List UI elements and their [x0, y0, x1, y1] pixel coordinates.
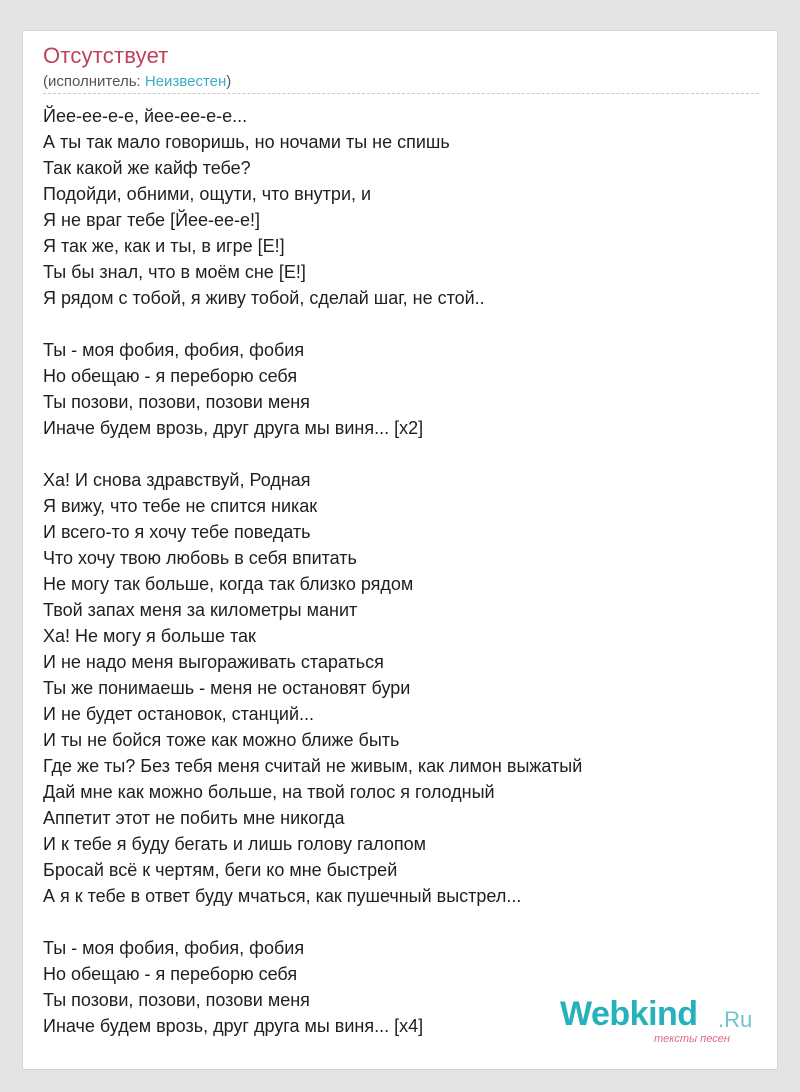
logo-tagline: тексты песен — [654, 1033, 730, 1045]
lyric-line: Твой запах меня за километры манит — [43, 600, 358, 620]
lyric-line: Ха! Не могу я больше так — [43, 626, 256, 646]
lyric-line: Но обещаю - я переборю себя — [43, 366, 298, 386]
lyric-line: Иначе будем врозь, друг друга мы виня... [x2] — [43, 418, 424, 438]
stanza-break — [43, 311, 759, 337]
lyric-line: Я рядом с тобой, я живу тобой, сделай шаг, не стой.. — [43, 288, 485, 308]
lyric-line: Аппетит этот не побить мне никогда — [43, 808, 345, 828]
lyric-line: Иначе будем врозь, друг друга мы виня... [x4] — [43, 1016, 424, 1036]
lyrics-text — [43, 103, 759, 1039]
lyric-line: Ха! И снова здравствуй, Родная — [43, 470, 311, 490]
lyric-line: Ты - моя фобия, фобия, фобия — [43, 340, 305, 360]
song-title: Отсутствует — [43, 43, 169, 68]
artist-link[interactable]: Неизвестен — [144, 73, 227, 90]
lyric-line: Бросай всё к чертям, беги ко мне быстрей — [43, 860, 398, 880]
lyric-line: Дай мне как можно больше, на твой голос я голодный — [43, 782, 495, 802]
lyric-line: Ты же понимаешь - меня не остановят бури — [43, 678, 411, 698]
lyric-line: Я вижу, что тебе не спится никак — [43, 496, 318, 516]
lyric-line: Не могу так больше, когда так близко рядом — [43, 574, 414, 594]
divider — [43, 93, 759, 94]
lyric-line: Подойди, обними, ощути, что внутри, и — [43, 184, 372, 204]
lyric-line: Я так же, как и ты, в игре [Е!] — [43, 236, 285, 256]
stanza-break — [43, 909, 759, 935]
lyric-line: Так какой же кайф тебе? — [43, 158, 251, 178]
lyrics-page — [22, 30, 778, 1070]
lyric-line: Ты - моя фобия, фобия, фобия — [43, 938, 305, 958]
lyric-line: Ты позови, позови, позови меня — [43, 392, 310, 412]
performer-label: (исполнитель: — [43, 73, 145, 90]
lyric-line: И ты не бойся тоже как можно ближе быть — [43, 730, 400, 750]
webkind-logo[interactable] — [560, 995, 756, 1047]
logo-tld: .Ru — [718, 1007, 753, 1032]
lyric-line: Что хочу твою любовь в себя впитать — [43, 548, 357, 568]
lyric-line: Ты позови, позови, позови меня — [43, 990, 310, 1010]
stanza-break — [43, 441, 759, 467]
lyric-line: Ты бы знал, что в моём сне [Е!] — [43, 262, 306, 282]
logo-word: Webkind — [560, 995, 698, 1033]
performer-line — [43, 73, 231, 90]
lyric-line: Йее-ее-е-е, йее-ее-е-е... — [43, 106, 248, 126]
lyric-line: И не будет остановок, станций... — [43, 704, 315, 724]
performer-close: ) — [226, 73, 232, 90]
lyric-line: Где же ты? Без тебя меня считай не живым, как лимон выжатый — [43, 756, 583, 776]
lyric-line: Я не враг тебе [Йее-ее-е!] — [43, 210, 261, 230]
lyric-line: И к тебе я буду бегать и лишь голову галопом — [43, 834, 427, 854]
lyric-line: И всего-то я хочу тебе поведать — [43, 522, 311, 542]
lyric-line: Но обещаю - я переборю себя — [43, 964, 298, 984]
lyric-line: А я к тебе в ответ буду мчаться, как пушечный выстрел... — [43, 886, 522, 906]
lyric-line: А ты так мало говоришь, но ночами ты не спишь — [43, 132, 450, 152]
lyric-line: И не надо меня выгораживать стараться — [43, 652, 384, 672]
